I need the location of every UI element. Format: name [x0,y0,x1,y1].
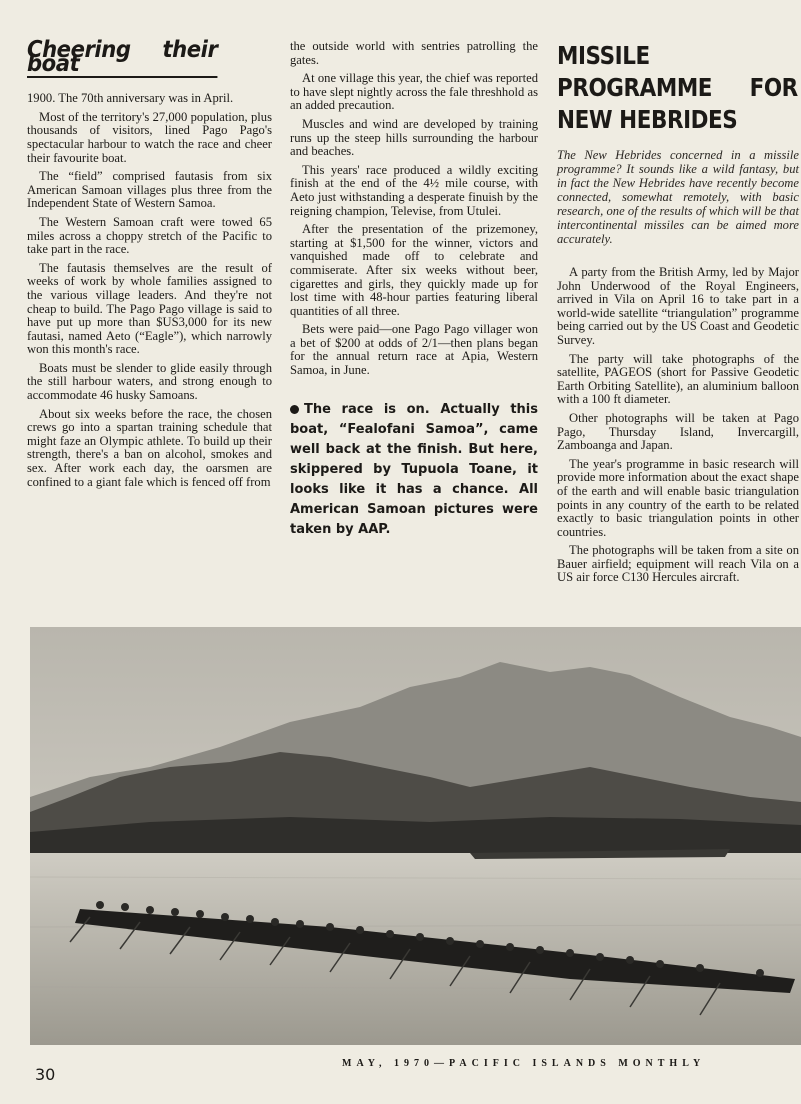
article2-paragraph: Other photographs will be taken at Pago Pago, Thursday Island, Invercargill, Zamboanga and Japan. [557,410,799,453]
article1-paragraph: This years' race produced a wildly exciting finish at the end of the 4½ mile course, with Aeto just withstanding a desperate finuish by the reigning champion, Televise, from Utulei. [290,162,538,218]
article2-standfirst: The New Hebrides concerned in a missile programme? It sounds like a wild fantasy, but in fact the New Hebrides have recently become connected, somewhat remotely, with basic research, one of the results of which will be that intercontinental missiles can be aimed more accurately. [557,148,799,246]
article1-column-1 [27,37,272,494]
article1-headline: Cheering their boat [27,37,218,77]
article2-paragraph: The year's programme in basic research will provide more information about the exact shape of the earth and will enable basic triangulation points in any country of the earth to be related exactly to basic triangulation points in other countries. [557,456,799,539]
article1-paragraph: The Western Samoan craft were towed 65 miles across a choppy stretch of the Pacific to take part in the race. [27,214,272,257]
article1-paragraph: The fautasis themselves are the result of weeks of work by whole families assigned to the various village leaders. And they're not cheap to build. The Pago Pago village is said to have put up more than $US3,000 for its new fautasi, named Aeto (“Eagle”), which narrowly won this month's race. [27,260,272,357]
page-number: 30 [35,1065,56,1084]
photo-caption [290,400,538,540]
article1-paragraph: the outside world with sentries patrolling the gates. [290,39,538,67]
article2-column [557,40,799,590]
article2-headline: MISSILE PROGRAMME FOR NEW HEBRIDES [557,41,798,134]
article1-paragraph: At one village this year, the chief was reported to have slept nightly across the fale threshhold as an added precaution. [290,71,538,113]
article1-paragraph: 1900. The 70th anniversary was in April. [27,91,234,106]
article2-paragraph: The photographs will be taken from a site on Bauer airfield; equipment will reach Vila on a US air force C130 Hercules aircraft. [557,543,799,585]
article2-paragraph: A party from the British Army, led by Major John Underwood of the Royal Engineers, arrived in Vila on April 16 to take part in a world-wide satellite “triangulation” programme being carried out by the US Coast and Geodetic Survey. [557,265,799,347]
article1-paragraph: After the presentation of the prizemoney, starting at $1,500 for the winner, victors and vanquished made off to celebrate and commiserate. After six weeks without beer, cigarettes and girls, they quickly made up for lost time with 48-hour parties featuring liberal quantities of all three. [290,222,538,318]
bullet-icon [290,405,299,414]
article1-paragraph: The “field” comprised fautasis from six American Samoan villages plus three from the Independent State of Western Samoa. [27,169,272,211]
article1-paragraph: Most of the territory's 27,000 population, plus thousands of visitors, lined Pago Pago's spectacular harbour to watch the race and cheer their favourite boat. [27,109,272,165]
article1-paragraph: About six weeks before the race, the chosen crews go into a spartan training schedule that might faze an Olympic athlete. To build up their strength, there's a ban on alcohol, smokes and sex. After work each day, the oarsmen are confined to a giant fale which is fenced off from [27,406,272,489]
harbour-race-photo [30,627,801,1045]
article1-paragraph: Muscles and wind are developed by training runs up the steep hills surrounding the harbour and beaches. [290,116,538,159]
article2-paragraph: The party will take photographs of the satellite, PAGEOS (short for Passive Geodetic Earth Orbiting Satellite), an aluminium balloon with a 100 ft diameter. [557,351,799,407]
issue-line: MAY, 1970—PACIFIC ISLANDS MONTHLY [342,1058,706,1069]
page-footer [0,1050,801,1090]
article1-paragraph: Bets were paid—one Pago Pago villager won a bet of $200 at odds of 2/1—then plans began for the annual return race at Apia, Western Samoa, in June. [290,322,538,378]
article1-column-2 [290,40,538,540]
shoreline [30,817,801,855]
photo-caption-text: The race is on. Actually this boat, “Fealofani Samoa”, came well back at the finish. But here, skippered by Tupuola Toane, it looks like it has a chance. All American Samoan pictures were taken by AAP. [290,401,538,537]
article1-paragraph: Boats must be slender to glide easily through the still harbour waters, and strong enough to accommodate 46 husky Samoans. [27,360,272,403]
